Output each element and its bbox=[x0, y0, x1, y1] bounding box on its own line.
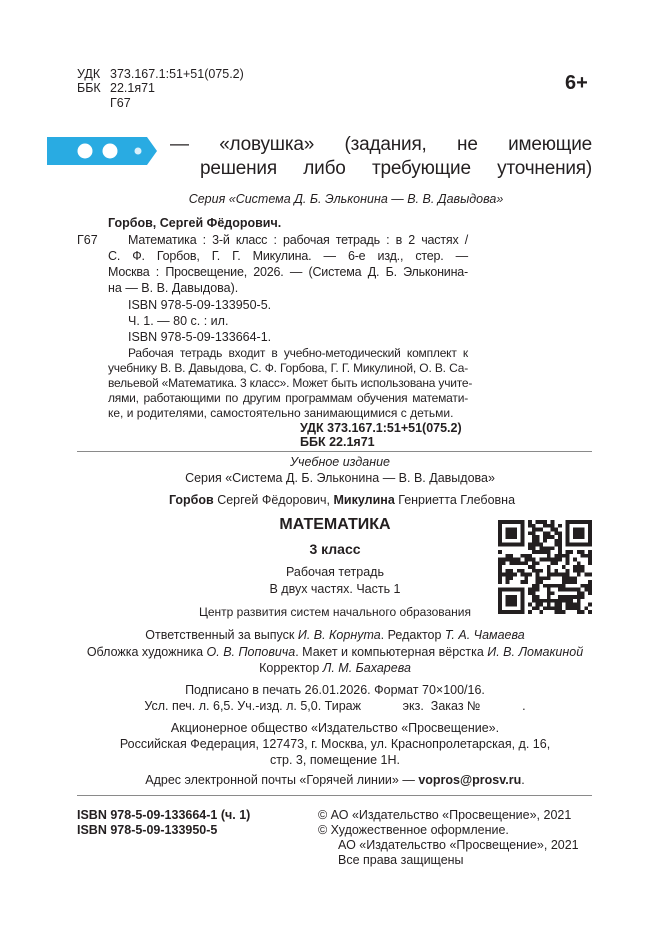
catalog-line: на — В. В. Давыдова). bbox=[108, 281, 239, 295]
age-rating: 6+ bbox=[565, 72, 588, 94]
trap-ribbon-icon bbox=[47, 137, 159, 165]
parts: В двух частях. Часть 1 bbox=[269, 582, 401, 596]
udk-label: УДК bbox=[77, 67, 101, 81]
catalog-line: Математика : 3-й класс : рабочая тетрадь : в 2 частях / bbox=[128, 233, 468, 247]
annotation-line: ке, и родителями, самостоятельно занимающимися с детьми. bbox=[108, 406, 454, 420]
legend-line-2: решения либо требующие уточнения) bbox=[200, 158, 592, 179]
annotation-line: Рабочая тетрадь входит в учебно-методический комплект к bbox=[128, 346, 468, 360]
address-line: стр. 3, помещение 1Н. bbox=[270, 753, 400, 767]
label: Корректор bbox=[259, 661, 323, 675]
email-link[interactable]: vopros@prosv.ru bbox=[418, 773, 522, 787]
copyright-line: Все права защищены bbox=[338, 853, 464, 867]
bbk-bold: ББК 22.1я71 bbox=[300, 435, 375, 449]
isbn-line: ISBN 978-5-09-133950-5. bbox=[128, 298, 272, 312]
print-info: Усл. печ. л. 6,5. Уч.-изд. л. 5,0. Тираж экз. Заказ № . bbox=[144, 699, 526, 713]
book-title: МАТЕМАТИКА bbox=[279, 516, 391, 533]
responsible-line bbox=[60, 628, 610, 643]
annotation-line: учебнику В. В. Давыдова, С. Ф. Горбова, Г. Г. Микулиной, О. В. Са- bbox=[108, 361, 468, 375]
label: Обложка художника bbox=[86, 645, 207, 659]
series-italic: Серия «Система Д. Б. Эльконина — В. В. Давыдова» bbox=[188, 192, 504, 206]
catalog-mark: Г67 bbox=[77, 233, 98, 247]
copyright-line: © АО «Издательство «Просвещение», 2021 bbox=[318, 808, 572, 822]
author-mark: Г67 bbox=[110, 96, 131, 110]
cover-line bbox=[60, 645, 610, 660]
imprint-authors bbox=[77, 493, 607, 508]
address-line: Российская Федерация, 127473, г. Москва, ул. Краснопролетарская, д. 16, bbox=[119, 737, 551, 751]
legend-line-1: — «ловушка» (задания, не имеющие bbox=[170, 134, 592, 155]
catalog-author: Горбов, Сергей Фёдорович. bbox=[108, 216, 282, 230]
catalog-line: С. Ф. Горбов, Г. Г. Микулина. — 6-е изд., стер. — bbox=[108, 249, 468, 263]
author-surname: Горбов bbox=[168, 493, 214, 507]
person-name: И. В. Ломакиной bbox=[487, 645, 584, 659]
publisher: Акционерное общество «Издательство «Просвещение». bbox=[170, 721, 500, 735]
imprint-series: Серия «Система Д. Б. Эльконина — В. В. Давыдова» bbox=[185, 471, 495, 485]
annotation-line: вельевой «Математика. 3 класс». Может быть использована учите- bbox=[108, 376, 473, 390]
catalog-line: Москва : Просвещение, 2026. — (Система Д. Б. Эльконина- bbox=[108, 265, 468, 279]
isbn-line: ISBN 978-5-09-133664-1. bbox=[128, 330, 272, 344]
person-name: Л. М. Бахарева bbox=[322, 661, 411, 675]
book-type: Рабочая тетрадь bbox=[286, 565, 384, 579]
bbk-label: ББК bbox=[77, 81, 101, 95]
person-name: И. В. Корнута bbox=[297, 628, 381, 642]
label: Ответственный за выпуск bbox=[145, 628, 298, 642]
divider bbox=[77, 795, 592, 796]
label: . Редактор bbox=[380, 628, 445, 642]
punct: . bbox=[521, 773, 525, 787]
edition-type: Учебное издание bbox=[290, 455, 390, 469]
author-surname: Микулина bbox=[333, 493, 395, 507]
grade: 3 класс bbox=[309, 541, 361, 557]
center-name: Центр развития систем начального образования bbox=[198, 605, 471, 619]
author-name: Генриетта Глебовна bbox=[394, 493, 516, 507]
email-line bbox=[60, 773, 610, 788]
udk-value: 373.167.1:51+51(075.2) bbox=[110, 67, 244, 81]
udk-bold: УДК 373.167.1:51+51(075.2) bbox=[300, 421, 462, 435]
divider bbox=[77, 451, 592, 452]
label: . Макет и компьютерная вёрстка bbox=[295, 645, 488, 659]
signed-line: Подписано в печать 26.01.2026. Формат 70×100/16. bbox=[185, 683, 485, 697]
bbk-value: 22.1я71 bbox=[110, 81, 156, 95]
footer-isbn: ISBN 978-5-09-133664-1 (ч. 1) bbox=[77, 808, 251, 822]
annotation-line: лями, работающими по другим программам обучения математи- bbox=[108, 391, 468, 405]
isbn-line: Ч. 1. — 80 с. : ил. bbox=[128, 314, 229, 328]
author-name: Сергей Фёдорович, bbox=[213, 493, 334, 507]
qr-code bbox=[497, 520, 593, 614]
corrector-line bbox=[60, 661, 610, 676]
person-name: О. В. Поповича bbox=[206, 645, 296, 659]
footer-isbn: ISBN 978-5-09-133950-5 bbox=[77, 823, 218, 837]
copyright-line: © Художественное оформление. bbox=[318, 823, 509, 837]
label: Адрес электронной почты «Горячей линии» — bbox=[145, 773, 419, 787]
copyright-line: АО «Издательство «Просвещение», 2021 bbox=[338, 838, 579, 852]
person-name: Т. А. Чамаева bbox=[444, 628, 525, 642]
